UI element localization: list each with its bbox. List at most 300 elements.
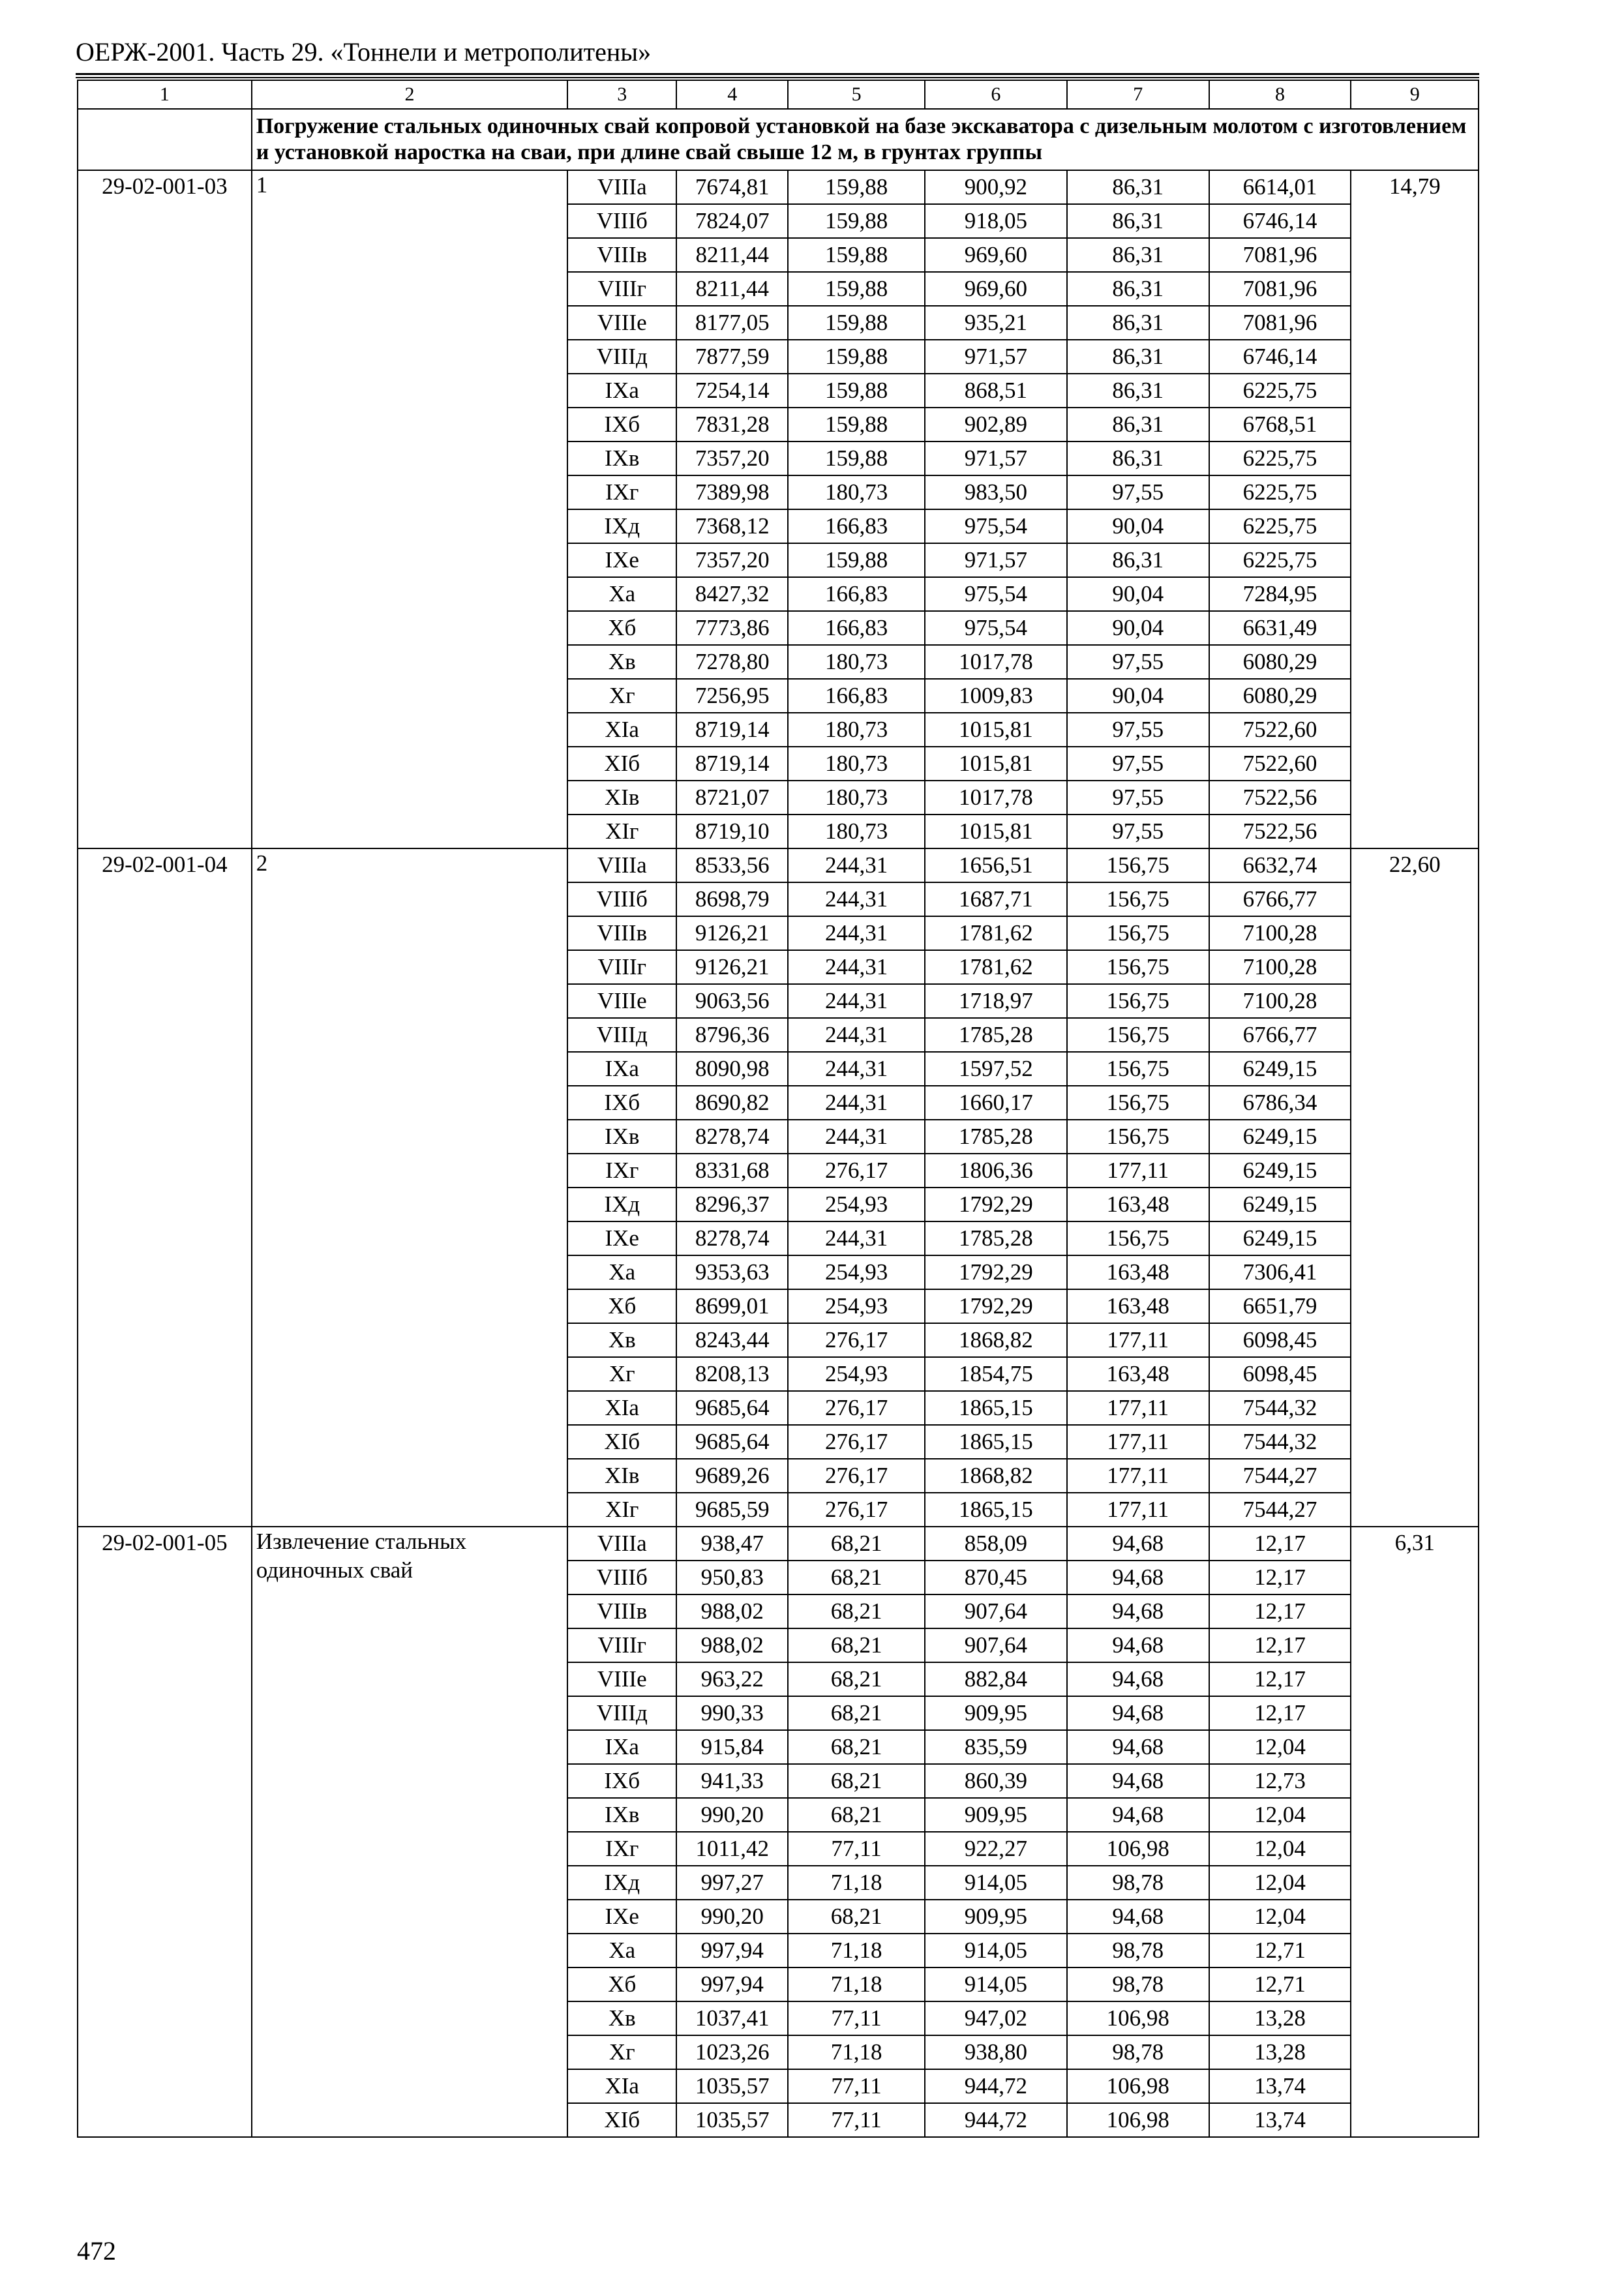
wages-cell: 159,88	[788, 374, 925, 408]
machine-cost-cell: 907,64	[925, 1594, 1067, 1628]
wages-cell: 159,88	[788, 272, 925, 306]
rate-name: 1	[252, 170, 568, 848]
wages-cell: 166,83	[788, 679, 925, 713]
machinist-wages-cell: 97,55	[1067, 815, 1209, 848]
total-cost-cell: 997,94	[676, 1967, 788, 2001]
wages-cell: 71,18	[788, 1967, 925, 2001]
wages-cell: 244,31	[788, 882, 925, 916]
soil-group-cell: VIIIв	[567, 916, 676, 950]
soil-group-cell: Xб	[567, 1289, 676, 1323]
machine-cost-cell: 1015,81	[925, 815, 1067, 848]
group-heading: Погружение стальных одиночных свай копровой установкой на базе экскаватора с дизельным молотом с изготовлением и установкой наростка на сваи, при длине свай свыше 12 м, в грунтах группы	[252, 109, 1479, 170]
machinist-wages-cell: 90,04	[1067, 577, 1209, 611]
total-cost-cell: 988,02	[676, 1628, 788, 1662]
total-cost-cell: 9685,64	[676, 1425, 788, 1459]
total-cost-cell: 7368,12	[676, 509, 788, 543]
total-cost-cell: 990,20	[676, 1798, 788, 1832]
soil-group-cell: VIIIг	[567, 950, 676, 984]
materials-cell: 6768,51	[1209, 408, 1351, 441]
materials-cell: 12,17	[1209, 1696, 1351, 1730]
total-cost-cell: 7254,14	[676, 374, 788, 408]
total-cost-cell: 9126,21	[676, 916, 788, 950]
wages-cell: 166,83	[788, 509, 925, 543]
machinist-wages-cell: 94,68	[1067, 1594, 1209, 1628]
labor-hours-cell: 22,60	[1351, 848, 1479, 1527]
machinist-wages-cell: 156,75	[1067, 984, 1209, 1018]
materials-cell: 6225,75	[1209, 543, 1351, 577]
materials-cell: 12,71	[1209, 1934, 1351, 1967]
soil-group-cell: IXб	[567, 1764, 676, 1798]
wages-cell: 244,31	[788, 950, 925, 984]
machine-cost-cell: 1015,81	[925, 713, 1067, 747]
total-cost-cell: 8796,36	[676, 1018, 788, 1052]
materials-cell: 13,74	[1209, 2103, 1351, 2137]
materials-cell: 12,17	[1209, 1594, 1351, 1628]
total-cost-cell: 7357,20	[676, 543, 788, 577]
machine-cost-cell: 975,54	[925, 509, 1067, 543]
total-cost-cell: 7256,95	[676, 679, 788, 713]
table-body	[78, 109, 1479, 2137]
machinist-wages-cell: 86,31	[1067, 408, 1209, 441]
machine-cost-cell: 1785,28	[925, 1120, 1067, 1154]
labor-hours-cell: 6,31	[1351, 1527, 1479, 2137]
materials-cell: 12,04	[1209, 1832, 1351, 1866]
machine-cost-cell: 971,57	[925, 543, 1067, 577]
wages-cell: 180,73	[788, 815, 925, 848]
machinist-wages-cell: 156,75	[1067, 1221, 1209, 1255]
machinist-wages-cell: 156,75	[1067, 1120, 1209, 1154]
total-cost-cell: 7674,81	[676, 170, 788, 204]
materials-cell: 6632,74	[1209, 848, 1351, 882]
soil-group-cell: Xа	[567, 1934, 676, 1967]
machine-cost-cell: 1781,62	[925, 950, 1067, 984]
wages-cell: 159,88	[788, 306, 925, 340]
total-cost-cell: 9685,64	[676, 1391, 788, 1425]
wages-cell: 276,17	[788, 1493, 925, 1527]
machinist-wages-cell: 86,31	[1067, 204, 1209, 238]
soil-group-cell: Xб	[567, 1967, 676, 2001]
materials-cell: 12,17	[1209, 1527, 1351, 1561]
total-cost-cell: 1035,57	[676, 2103, 788, 2137]
machine-cost-cell: 969,60	[925, 238, 1067, 272]
materials-cell: 6746,14	[1209, 204, 1351, 238]
wages-cell: 159,88	[788, 408, 925, 441]
materials-cell: 6098,45	[1209, 1357, 1351, 1391]
machine-cost-cell: 947,02	[925, 2001, 1067, 2035]
machinist-wages-cell: 106,98	[1067, 2103, 1209, 2137]
machinist-wages-cell: 177,11	[1067, 1391, 1209, 1425]
machinist-wages-cell: 163,48	[1067, 1357, 1209, 1391]
column-number-5: 5	[788, 80, 925, 109]
soil-group-cell: IXв	[567, 1798, 676, 1832]
machine-cost-cell: 914,05	[925, 1866, 1067, 1900]
total-cost-cell: 7877,59	[676, 340, 788, 374]
soil-group-cell: Xг	[567, 2035, 676, 2069]
machine-cost-cell: 922,27	[925, 1832, 1067, 1866]
total-cost-cell: 8719,14	[676, 713, 788, 747]
total-cost-cell: 8278,74	[676, 1221, 788, 1255]
machine-cost-cell: 1785,28	[925, 1018, 1067, 1052]
materials-cell: 6225,75	[1209, 475, 1351, 509]
soil-group-cell: VIIIе	[567, 1662, 676, 1696]
wages-cell: 71,18	[788, 2035, 925, 2069]
machine-cost-cell: 1868,82	[925, 1459, 1067, 1493]
wages-cell: 77,11	[788, 2103, 925, 2137]
wages-cell: 244,31	[788, 1086, 925, 1120]
machinist-wages-cell: 98,78	[1067, 2035, 1209, 2069]
total-cost-cell: 963,22	[676, 1662, 788, 1696]
materials-cell: 12,04	[1209, 1900, 1351, 1934]
machine-cost-cell: 944,72	[925, 2103, 1067, 2137]
wages-cell: 159,88	[788, 441, 925, 475]
machinist-wages-cell: 94,68	[1067, 1764, 1209, 1798]
wages-cell: 68,21	[788, 1527, 925, 1561]
total-cost-cell: 9353,63	[676, 1255, 788, 1289]
total-cost-cell: 7357,20	[676, 441, 788, 475]
machinist-wages-cell: 156,75	[1067, 1086, 1209, 1120]
machinist-wages-cell: 106,98	[1067, 2069, 1209, 2103]
wages-cell: 180,73	[788, 747, 925, 781]
wages-cell: 254,93	[788, 1357, 925, 1391]
machine-cost-cell: 870,45	[925, 1561, 1067, 1594]
machine-cost-cell: 1656,51	[925, 848, 1067, 882]
total-cost-cell: 8177,05	[676, 306, 788, 340]
wages-cell: 276,17	[788, 1391, 925, 1425]
wages-cell: 68,21	[788, 1662, 925, 1696]
total-cost-cell: 1011,42	[676, 1832, 788, 1866]
soil-group-cell: VIIIг	[567, 272, 676, 306]
machine-cost-cell: 858,09	[925, 1527, 1067, 1561]
materials-cell: 13,74	[1209, 2069, 1351, 2103]
machinist-wages-cell: 163,48	[1067, 1188, 1209, 1221]
soil-group-cell: IXв	[567, 1120, 676, 1154]
soil-group-cell: XIв	[567, 1459, 676, 1493]
wages-cell: 68,21	[788, 1730, 925, 1764]
soil-group-cell: VIIIе	[567, 984, 676, 1018]
materials-cell: 7522,60	[1209, 713, 1351, 747]
materials-cell: 6249,15	[1209, 1221, 1351, 1255]
machinist-wages-cell: 86,31	[1067, 306, 1209, 340]
materials-cell: 6631,49	[1209, 611, 1351, 645]
machinist-wages-cell: 90,04	[1067, 611, 1209, 645]
materials-cell: 13,28	[1209, 2001, 1351, 2035]
column-number-1: 1	[78, 80, 252, 109]
page-header-title: ОЕРЖ-2001. Часть 29. «Тоннели и метрополитены»	[76, 37, 652, 67]
machinist-wages-cell: 94,68	[1067, 1798, 1209, 1832]
wages-cell: 180,73	[788, 475, 925, 509]
wages-cell: 244,31	[788, 916, 925, 950]
soil-group-cell: IXг	[567, 475, 676, 509]
soil-group-cell: IXб	[567, 408, 676, 441]
soil-group-cell: IXг	[567, 1832, 676, 1866]
soil-group-cell: Xг	[567, 679, 676, 713]
rate-name: 2	[252, 848, 568, 1527]
materials-cell: 13,28	[1209, 2035, 1351, 2069]
rate-code: 29-02-001-05	[78, 1527, 252, 2137]
materials-cell: 6614,01	[1209, 170, 1351, 204]
materials-cell: 7306,41	[1209, 1255, 1351, 1289]
total-cost-cell: 7831,28	[676, 408, 788, 441]
machine-cost-cell: 1868,82	[925, 1323, 1067, 1357]
machine-cost-cell: 969,60	[925, 272, 1067, 306]
soil-group-cell: Xв	[567, 2001, 676, 2035]
total-cost-cell: 997,27	[676, 1866, 788, 1900]
column-number-3: 3	[567, 80, 676, 109]
machinist-wages-cell: 86,31	[1067, 340, 1209, 374]
rate-name: Извлечение стальных одиночных свай	[252, 1527, 568, 2137]
machinist-wages-cell: 86,31	[1067, 238, 1209, 272]
wages-cell: 276,17	[788, 1323, 925, 1357]
soil-group-cell: XIб	[567, 2103, 676, 2137]
total-cost-cell: 8721,07	[676, 781, 788, 815]
wages-cell: 159,88	[788, 340, 925, 374]
total-cost-cell: 988,02	[676, 1594, 788, 1628]
machine-cost-cell: 1806,36	[925, 1154, 1067, 1188]
machine-cost-cell: 975,54	[925, 611, 1067, 645]
wages-cell: 254,93	[788, 1188, 925, 1221]
wages-cell: 180,73	[788, 713, 925, 747]
total-cost-cell: 8427,32	[676, 577, 788, 611]
total-cost-cell: 8211,44	[676, 238, 788, 272]
total-cost-cell: 8719,14	[676, 747, 788, 781]
wages-cell: 276,17	[788, 1425, 925, 1459]
machinist-wages-cell: 97,55	[1067, 747, 1209, 781]
machinist-wages-cell: 86,31	[1067, 543, 1209, 577]
machine-cost-cell: 1017,78	[925, 645, 1067, 679]
wages-cell: 244,31	[788, 1120, 925, 1154]
soil-group-cell: XIг	[567, 1493, 676, 1527]
wages-cell: 71,18	[788, 1934, 925, 1967]
machinist-wages-cell: 86,31	[1067, 441, 1209, 475]
machine-cost-cell: 1009,83	[925, 679, 1067, 713]
machine-cost-cell: 900,92	[925, 170, 1067, 204]
materials-cell: 6766,77	[1209, 882, 1351, 916]
materials-cell: 12,04	[1209, 1730, 1351, 1764]
total-cost-cell: 7278,80	[676, 645, 788, 679]
soil-group-cell: IXе	[567, 543, 676, 577]
machine-cost-cell: 975,54	[925, 577, 1067, 611]
machinist-wages-cell: 163,48	[1067, 1289, 1209, 1323]
wages-cell: 244,31	[788, 1018, 925, 1052]
materials-cell: 7081,96	[1209, 238, 1351, 272]
machinist-wages-cell: 106,98	[1067, 2001, 1209, 2035]
machine-cost-cell: 909,95	[925, 1798, 1067, 1832]
machine-cost-cell: 835,59	[925, 1730, 1067, 1764]
materials-cell: 7544,32	[1209, 1425, 1351, 1459]
soil-group-cell: Xг	[567, 1357, 676, 1391]
machinist-wages-cell: 90,04	[1067, 509, 1209, 543]
soil-group-cell: VIIIа	[567, 848, 676, 882]
column-number-4: 4	[676, 80, 788, 109]
machinist-wages-cell: 97,55	[1067, 781, 1209, 815]
soil-group-cell: IXе	[567, 1221, 676, 1255]
wages-cell: 254,93	[788, 1255, 925, 1289]
materials-cell: 7522,56	[1209, 781, 1351, 815]
materials-cell: 7081,96	[1209, 306, 1351, 340]
total-cost-cell: 9685,59	[676, 1493, 788, 1527]
wages-cell: 68,21	[788, 1900, 925, 1934]
total-cost-cell: 8090,98	[676, 1052, 788, 1086]
machine-cost-cell: 868,51	[925, 374, 1067, 408]
materials-cell: 12,17	[1209, 1561, 1351, 1594]
wages-cell: 244,31	[788, 984, 925, 1018]
total-cost-cell: 7773,86	[676, 611, 788, 645]
wages-cell: 159,88	[788, 204, 925, 238]
soil-group-cell: IXд	[567, 1188, 676, 1221]
machinist-wages-cell: 156,75	[1067, 916, 1209, 950]
materials-cell: 6651,79	[1209, 1289, 1351, 1323]
machine-cost-cell: 914,05	[925, 1967, 1067, 2001]
labor-hours-cell: 14,79	[1351, 170, 1479, 848]
wages-cell: 254,93	[788, 1289, 925, 1323]
machinist-wages-cell: 156,75	[1067, 1018, 1209, 1052]
machinist-wages-cell: 177,11	[1067, 1459, 1209, 1493]
soil-group-cell: VIIIв	[567, 1594, 676, 1628]
soil-group-cell: IXв	[567, 441, 676, 475]
soil-group-cell: XIа	[567, 2069, 676, 2103]
total-cost-cell: 950,83	[676, 1561, 788, 1594]
wages-cell: 244,31	[788, 1052, 925, 1086]
soil-group-cell: VIIIа	[567, 1527, 676, 1561]
machinist-wages-cell: 177,11	[1067, 1425, 1209, 1459]
total-cost-cell: 990,33	[676, 1696, 788, 1730]
machine-cost-cell: 1865,15	[925, 1493, 1067, 1527]
total-cost-cell: 1023,26	[676, 2035, 788, 2069]
total-cost-cell: 9063,56	[676, 984, 788, 1018]
total-cost-cell: 938,47	[676, 1527, 788, 1561]
soil-group-cell: VIIIе	[567, 306, 676, 340]
wages-cell: 68,21	[788, 1628, 925, 1662]
machinist-wages-cell: 90,04	[1067, 679, 1209, 713]
materials-cell: 7544,27	[1209, 1493, 1351, 1527]
total-cost-cell: 7389,98	[676, 475, 788, 509]
machine-cost-cell: 882,84	[925, 1662, 1067, 1696]
machinist-wages-cell: 86,31	[1067, 272, 1209, 306]
wages-cell: 276,17	[788, 1154, 925, 1188]
column-number-8: 8	[1209, 80, 1351, 109]
rates-table	[77, 80, 1479, 2138]
machinist-wages-cell: 156,75	[1067, 1052, 1209, 1086]
soil-group-cell: XIб	[567, 1425, 676, 1459]
machinist-wages-cell: 98,78	[1067, 1866, 1209, 1900]
machine-cost-cell: 1660,17	[925, 1086, 1067, 1120]
soil-group-cell: IXа	[567, 1052, 676, 1086]
soil-group-cell: VIIIд	[567, 1018, 676, 1052]
machine-cost-cell: 909,95	[925, 1696, 1067, 1730]
soil-group-cell: VIIIб	[567, 882, 676, 916]
machinist-wages-cell: 94,68	[1067, 1628, 1209, 1662]
soil-group-cell: Xа	[567, 1255, 676, 1289]
total-cost-cell: 8211,44	[676, 272, 788, 306]
machinist-wages-cell: 156,75	[1067, 882, 1209, 916]
materials-cell: 12,17	[1209, 1662, 1351, 1696]
materials-cell: 12,73	[1209, 1764, 1351, 1798]
wages-cell: 166,83	[788, 611, 925, 645]
total-cost-cell: 8719,10	[676, 815, 788, 848]
materials-cell: 12,04	[1209, 1866, 1351, 1900]
wages-cell: 77,11	[788, 1832, 925, 1866]
soil-group-cell: Xб	[567, 611, 676, 645]
soil-group-cell: VIIIа	[567, 170, 676, 204]
machine-cost-cell: 1792,29	[925, 1188, 1067, 1221]
soil-group-cell: VIIIд	[567, 1696, 676, 1730]
soil-group-cell: VIIIб	[567, 1561, 676, 1594]
materials-cell: 7100,28	[1209, 950, 1351, 984]
machine-cost-cell: 1718,97	[925, 984, 1067, 1018]
materials-cell: 6746,14	[1209, 340, 1351, 374]
column-number-2: 2	[252, 80, 568, 109]
total-cost-cell: 8243,44	[676, 1323, 788, 1357]
machine-cost-cell: 983,50	[925, 475, 1067, 509]
rate-code: 29-02-001-03	[78, 170, 252, 848]
materials-cell: 6080,29	[1209, 645, 1351, 679]
machine-cost-cell: 914,05	[925, 1934, 1067, 1967]
materials-cell: 7544,27	[1209, 1459, 1351, 1493]
machine-cost-cell: 1597,52	[925, 1052, 1067, 1086]
soil-group-cell: VIIIд	[567, 340, 676, 374]
soil-group-cell: IXб	[567, 1086, 676, 1120]
machine-cost-cell: 907,64	[925, 1628, 1067, 1662]
soil-group-cell: XIа	[567, 713, 676, 747]
soil-group-cell: Xа	[567, 577, 676, 611]
machine-cost-cell: 938,80	[925, 2035, 1067, 2069]
wages-cell: 77,11	[788, 2069, 925, 2103]
machine-cost-cell: 1865,15	[925, 1425, 1067, 1459]
machine-cost-cell: 1687,71	[925, 882, 1067, 916]
machinist-wages-cell: 94,68	[1067, 1696, 1209, 1730]
machine-cost-cell: 1865,15	[925, 1391, 1067, 1425]
soil-group-cell: IXа	[567, 374, 676, 408]
soil-group-cell: IXд	[567, 1866, 676, 1900]
total-cost-cell: 8699,01	[676, 1289, 788, 1323]
soil-group-cell: XIа	[567, 1391, 676, 1425]
total-cost-cell: 8533,56	[676, 848, 788, 882]
machinist-wages-cell: 156,75	[1067, 848, 1209, 882]
machinist-wages-cell: 94,68	[1067, 1900, 1209, 1934]
wages-cell: 68,21	[788, 1594, 925, 1628]
wages-cell: 159,88	[788, 170, 925, 204]
machinist-wages-cell: 94,68	[1067, 1730, 1209, 1764]
wages-cell: 68,21	[788, 1798, 925, 1832]
materials-cell: 6249,15	[1209, 1052, 1351, 1086]
machine-cost-cell: 935,21	[925, 306, 1067, 340]
soil-group-cell: VIIIб	[567, 204, 676, 238]
total-cost-cell: 8690,82	[676, 1086, 788, 1120]
header-rule	[76, 73, 1479, 78]
materials-cell: 7284,95	[1209, 577, 1351, 611]
machinist-wages-cell: 98,78	[1067, 1934, 1209, 1967]
wages-cell: 244,31	[788, 1221, 925, 1255]
machine-cost-cell: 1785,28	[925, 1221, 1067, 1255]
materials-cell: 7100,28	[1209, 984, 1351, 1018]
materials-cell: 7100,28	[1209, 916, 1351, 950]
total-cost-cell: 8296,37	[676, 1188, 788, 1221]
total-cost-cell: 1035,57	[676, 2069, 788, 2103]
wages-cell: 244,31	[788, 848, 925, 882]
machinist-wages-cell: 177,11	[1067, 1493, 1209, 1527]
rate-code: 29-02-001-04	[78, 848, 252, 1527]
machine-cost-cell: 1015,81	[925, 747, 1067, 781]
materials-cell: 6786,34	[1209, 1086, 1351, 1120]
total-cost-cell: 8208,13	[676, 1357, 788, 1391]
machine-cost-cell: 860,39	[925, 1764, 1067, 1798]
machinist-wages-cell: 94,68	[1067, 1527, 1209, 1561]
machinist-wages-cell: 177,11	[1067, 1323, 1209, 1357]
column-number-7: 7	[1067, 80, 1209, 109]
materials-cell: 12,71	[1209, 1967, 1351, 2001]
machine-cost-cell: 909,95	[925, 1900, 1067, 1934]
page-number: 472	[77, 2236, 116, 2266]
